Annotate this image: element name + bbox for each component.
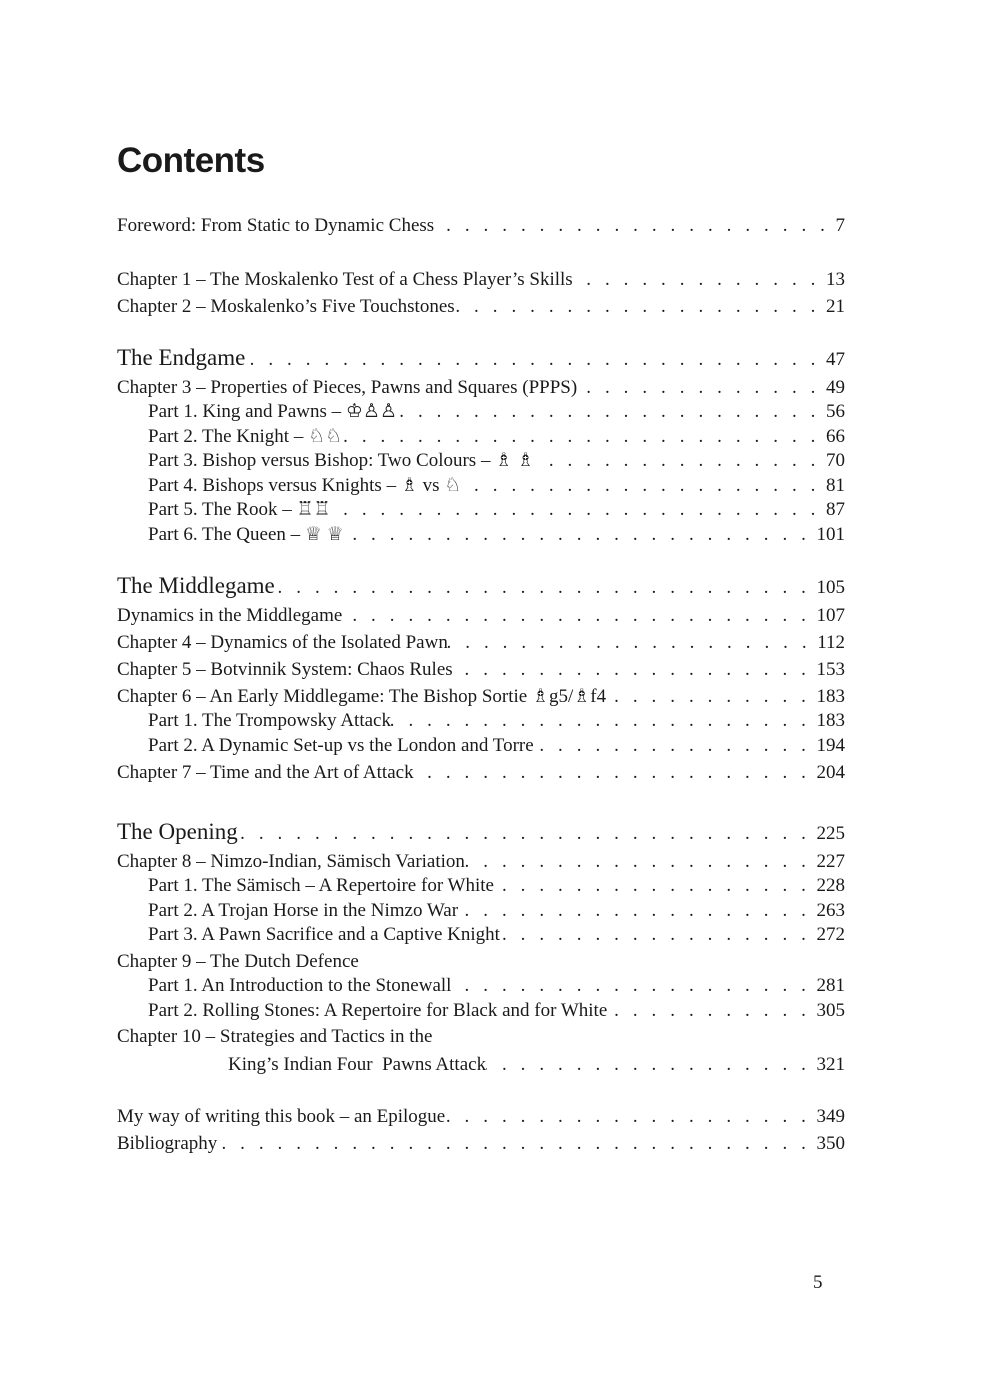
dot-leader [606,685,810,709]
toc-section-title: The Endgame [117,345,246,370]
dot-leader [391,709,811,733]
toc-entry-chapter-7 [117,761,845,785]
page-number: 5 [813,1272,823,1293]
dot-leader [342,604,810,628]
toc-entry-title: Chapter 5 – Botvinnik System: Chaos Rules [117,659,453,680]
toc-entry-page: 228 [816,875,845,896]
toc-entry-title: Part 4. Bishops versus Knights – ♗ vs ♘ [148,475,462,496]
toc-entry-title: Chapter 6 – An Early Middlegame: The Bishop Sortie ♗g5/♗f4 [117,686,607,707]
dot-leader [461,474,820,498]
toc-entry-chapter-5 [117,658,845,682]
toc-section-opening [117,820,845,846]
toc-entry-page: 87 [826,499,845,520]
toc-entry-part [148,874,845,898]
toc-entry-title: Part 2. A Trojan Horse in the Nimzo War [148,900,459,921]
toc-entry-page: 305 [816,1000,845,1021]
toc-entry-title: Dynamics in the Middlegame [117,605,343,626]
dot-leader [331,498,820,522]
toc-entry-page: 105 [816,577,845,598]
toc-section-title: The Middlegame [117,573,275,598]
toc-entry-chapter-1 [117,268,845,292]
toc-entry-title: Foreword: From Static to Dynamic Chess [117,215,435,236]
toc-entry-part [148,709,845,733]
toc-entry-page: 227 [816,851,845,872]
dot-leader [577,376,820,400]
toc-entry-title: Part 2. Rolling Stones: A Repertoire for Black and for White [148,1000,608,1021]
toc-entry-foreword [117,214,845,238]
toc-entry-chapter-8 [117,850,845,874]
toc-entry-page: 47 [826,349,845,370]
dot-leader [238,822,811,846]
toc-entry-title: Chapter 4 – Dynamics of the Isolated Pawn [117,632,448,653]
dot-leader [448,631,811,655]
toc-entry-page: 349 [816,1106,845,1127]
toc-entry-page: 153 [816,659,845,680]
toc-entry-chapter-9 [117,950,845,974]
toc-entry-page: 70 [826,450,845,471]
dot-leader [414,761,811,785]
toc-entry-page: 225 [816,823,845,844]
toc-entry-bibliography [117,1132,845,1156]
toc-entry-title: My way of writing this book – an Epilogue [117,1106,446,1127]
toc-entry-title: Part 2. The Knight – ♘♘ [148,426,343,447]
dot-leader [534,734,811,758]
toc-entry-chapter-6 [117,685,845,709]
toc-entry-page: 107 [816,605,845,626]
dot-leader [397,400,820,424]
dot-leader [607,999,810,1023]
toc-entry-page: 281 [816,975,845,996]
toc-entry-part [148,425,845,449]
toc-entry-part [148,449,845,473]
toc-entry-page: 112 [817,632,845,653]
toc-entry-page: 7 [835,215,845,236]
toc-entry-title: Chapter 1 – The Moskalenko Test of a Chess Player’s Skills [117,269,573,290]
toc-entry-title: Part 1. An Introduction to the Stonewall [148,975,452,996]
toc-entry [117,604,845,628]
toc-entry-page: 56 [826,401,845,422]
toc-entry-title: Chapter 8 – Nimzo-Indian, Sämisch Variation [117,851,465,872]
toc-entry-part [148,474,845,498]
toc-entry-part [148,498,845,522]
dot-leader [534,449,820,473]
toc-entry-page: 81 [826,475,845,496]
toc-entry-page: 321 [816,1054,845,1075]
toc-entry-title: King’s Indian Four Pawns Attack [228,1054,487,1075]
toc-entry-epilogue [117,1105,845,1129]
dot-leader [458,899,810,923]
toc-entry-page: 21 [826,296,845,317]
dot-leader [486,1053,810,1077]
dot-leader [455,295,820,319]
toc-entry-page: 263 [816,900,845,921]
toc-entry-title: Part 2. A Dynamic Set-up vs the London and Torre [148,735,534,756]
toc-entry-part [148,899,845,923]
toc-entry-page: 101 [816,524,845,545]
toc-entry-title: Chapter 7 – Time and the Art of Attack [117,762,414,783]
toc-entry-title: Part 3. A Pawn Sacrifice and a Captive Knight [148,924,500,945]
toc-entry-part [148,974,845,998]
toc-entry-title: Chapter 9 – The Dutch Defence [117,951,359,972]
dot-leader [451,974,810,998]
dot-leader [275,576,811,600]
toc-entry-title: Chapter 2 – Moskalenko’s Five Touchstones [117,296,455,317]
dot-leader [342,425,820,449]
toc-entry-page: 204 [816,762,845,783]
toc-entry-chapter-4 [117,631,845,655]
toc-section-endgame [117,346,845,372]
toc-entry-page: 183 [816,710,845,731]
toc-entry-part [148,923,845,947]
toc-entry-title: Chapter 10 – Strategies and Tactics in the [117,1026,433,1047]
page-title: Contents [117,141,265,180]
toc-entry-chapter-10 [117,1025,845,1049]
dot-leader [434,214,829,238]
toc-entry-title: Part 1. The Trompowsky Attack [148,710,391,731]
toc-entry-part [148,999,845,1023]
toc-entry-page: 13 [826,269,845,290]
dot-leader [453,658,811,682]
dot-leader [344,523,811,547]
dot-leader [494,874,811,898]
dot-leader [465,850,811,874]
toc-entry-part [148,734,845,758]
toc-entry-title: Part 6. The Queen – ♕ ♕ [148,524,344,545]
dot-leader [217,1132,810,1156]
toc-section-title: The Opening [117,819,238,844]
toc-entry-title: Part 3. Bishop versus Bishop: Two Colours – ♗ ♗ [148,450,535,471]
toc-entry-chapter-3 [117,376,845,400]
toc-entry-page: 194 [816,735,845,756]
toc-entry-page: 49 [826,377,845,398]
dot-leader [500,923,811,947]
toc-entry-title: Part 1. King and Pawns – ♔♙♙ [148,401,398,422]
toc-entry-title: Part 1. The Sämisch – A Repertoire for White [148,875,494,896]
toc-entry-page: 66 [826,426,845,447]
toc-entry-title: Bibliography [117,1133,218,1154]
toc-section-middlegame [117,574,845,600]
toc-entry-part [148,523,845,547]
toc-entry-title: Chapter 3 – Properties of Pieces, Pawns and Squares (PPPS) [117,377,578,398]
toc-entry-chapter-2 [117,295,845,319]
toc-entry-page: 350 [816,1133,845,1154]
dot-leader [573,268,820,292]
dot-leader [245,348,820,372]
toc-entry-page: 272 [816,924,845,945]
toc-entry-title: Part 5. The Rook – ♖♖ [148,499,331,520]
toc-entry-chapter-10-continued [228,1053,845,1077]
toc-entry-page: 183 [816,686,845,707]
toc-entry-part [148,400,845,424]
dot-leader [445,1105,810,1129]
